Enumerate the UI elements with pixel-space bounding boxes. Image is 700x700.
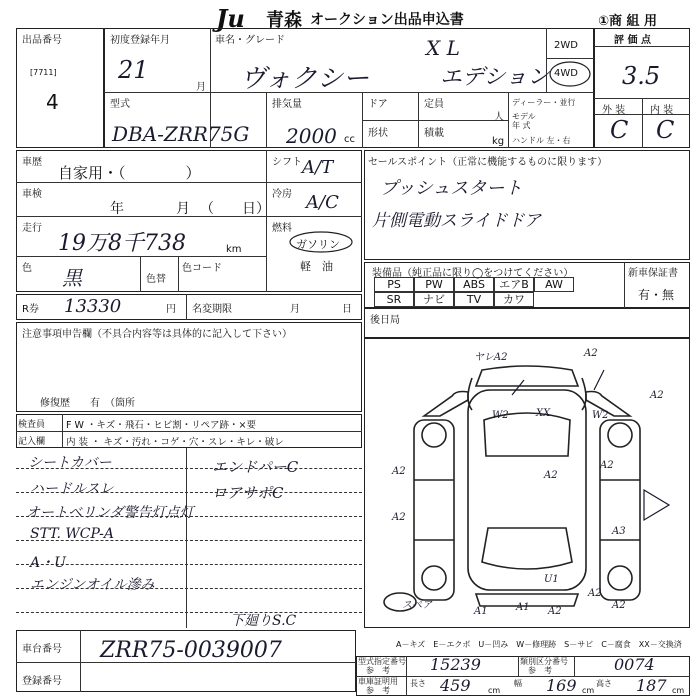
handwritten-note: 下廻りS.C (230, 613, 297, 629)
mileage-unit: km (226, 244, 242, 255)
logo: Ju (216, 4, 245, 33)
handwritten-note: ハードルスレ (30, 481, 114, 497)
damage-mark: A1 (516, 602, 530, 613)
notes-label: 注意事項申告欄（不具合内容等は具体的に記入して下さい） (22, 329, 292, 340)
equipment-item: エアB (494, 277, 534, 292)
width-value: 169 (546, 676, 577, 695)
damage-mark: A2 (548, 606, 562, 617)
damage-mark: A2 (588, 588, 602, 599)
ac-label: 冷房 (272, 189, 292, 200)
score-value: 3.5 (622, 62, 661, 90)
load-unit: kg (492, 136, 505, 147)
reg-month-unit: 月 (196, 82, 206, 93)
inspection-day: （ 日） (200, 201, 270, 217)
dims-label: 車庫証明用 (358, 677, 398, 686)
warranty-value: 有・無 (638, 288, 675, 302)
reg-year: 21 (118, 56, 149, 84)
dealer-line1: ディーラー・並行 (512, 98, 576, 107)
damage-mark: A2 (392, 466, 406, 477)
reg-label: 初度登録年月 (110, 35, 170, 46)
inspection-year: 年 (110, 201, 124, 217)
dealer-handle: ハンドル 左・右 (512, 136, 571, 145)
equipment-item: PS (374, 277, 414, 292)
displacement-unit: cc (344, 134, 355, 145)
later-label: 後日局 (370, 315, 400, 326)
inspection-month: 月 (176, 201, 190, 217)
handwritten-note: シートカバー (28, 455, 112, 471)
inspector-row2-label: 記入欄 (18, 437, 46, 447)
damage-mark: A2 (612, 600, 626, 611)
ext-label: 外 装 (602, 105, 626, 116)
sales-line1: プッシュスタート (380, 178, 523, 199)
lot-number: 4 (46, 90, 59, 114)
damage-mark: A2 (392, 512, 406, 523)
equipment-label: 装備品（純正品に限り◯をつけてください） (372, 268, 574, 279)
recycle-unit: 円 (166, 304, 176, 315)
car-label: 車名・グレード (215, 35, 285, 46)
equipment-item: ナビ (414, 292, 454, 307)
form-tag: ①商 組 用 (598, 14, 658, 29)
length-label: 長さ (410, 679, 426, 688)
lot-small: [7711] (30, 68, 57, 77)
tax-day: 日 (342, 304, 352, 315)
mileage-value: 19万8千738 (58, 231, 186, 256)
car-diagram (364, 340, 690, 628)
reg-cert-sub: 参 考 (366, 666, 390, 675)
equipment-item: TV (454, 292, 494, 307)
lot-label: 出品番号 (22, 35, 62, 46)
4wd-circle (548, 60, 592, 88)
class-label: 類別区分番号 (520, 657, 568, 666)
chassis-value: ZRR75-0039007 (100, 638, 282, 663)
fuel-gas: ガソリン (296, 238, 340, 251)
displacement-label: 排気量 (272, 99, 302, 110)
length-value: 459 (440, 676, 471, 695)
color-code-label: 色コード (182, 263, 222, 274)
tax-label: 名変期限 (192, 304, 232, 315)
usage-value: 自家用・（ ） (58, 164, 201, 182)
length-unit: cm (488, 686, 501, 695)
int-label: 内 装 (650, 105, 674, 116)
damage-mark: A2 (600, 460, 614, 471)
sales-label: セールスポイント（正常に機能するものに限ります） (368, 157, 608, 168)
gas-circle (288, 230, 354, 254)
capacity-label: 定員 (424, 99, 444, 110)
inspector-row1-label: 検査員 (18, 420, 46, 430)
car-grade-top: X L (426, 36, 460, 60)
height-value: 187 (636, 676, 667, 695)
inspector-row2: 内 装 ・ キズ・汚れ・コゲ・穴・スレ・キレ・破レ (66, 437, 284, 448)
shape-label: 形状 (368, 128, 388, 139)
damage-mark: A1 (474, 606, 488, 617)
color-value: 黒 (62, 266, 82, 290)
drive-2wd: 2WD (554, 40, 578, 51)
dealer-line3: 年 式 (512, 121, 531, 130)
equipment-item: SR (374, 292, 414, 307)
height-label: 高さ (596, 679, 612, 688)
color-type-label: 色替 (146, 274, 166, 285)
header-place: 青森 (266, 10, 302, 31)
reg-cert-value: 15239 (430, 655, 481, 674)
repair-text: 修復歴 有 （箇所 (40, 398, 135, 409)
class-value: 0074 (614, 655, 655, 674)
car-grade: エデション (440, 65, 550, 90)
damage-mark: A2 (584, 348, 598, 359)
note-right-2: ロアサポC (212, 484, 284, 502)
damage-mark: W2 (492, 410, 509, 421)
inspection-label: 車検 (22, 189, 42, 200)
damage-mark: A2 (650, 390, 664, 401)
chassis-label: 車台番号 (22, 644, 62, 655)
dealer-line2: モデル (512, 112, 536, 121)
ext-value: C (610, 116, 629, 144)
model-value: DBA-ZRR75G (112, 122, 250, 146)
dims-sub: 参 考 (366, 686, 390, 695)
door-label: ドア (368, 99, 388, 110)
capacity-unit: 人 (494, 112, 504, 123)
model-label: 型式 (110, 99, 130, 110)
shift-label: シフト (272, 157, 302, 168)
damage-mark: A2 (544, 470, 558, 481)
equipment-item: ABS (454, 277, 494, 292)
damage-mark: XX (536, 408, 551, 419)
shift-value: A/T (302, 157, 334, 178)
fuel-diesel: 軽 油 (300, 260, 333, 273)
displacement-value: 2000 (286, 124, 337, 148)
class-sub: 参 考 (528, 666, 552, 675)
equipment-item: カワ (494, 292, 534, 307)
width-label: 幅 (514, 679, 522, 688)
diagram-legend: A－キズ E－エクボ U－凹み W－修理跡 S－サビ C－腐食 XX－交換済 (396, 640, 682, 649)
width-unit: cm (582, 686, 595, 695)
registration-label: 登録番号 (22, 676, 62, 687)
handwritten-note: オートベリンダ警告灯点灯 (26, 505, 194, 521)
handwritten-note: エンジンオイル滲み (30, 577, 155, 593)
usage-label: 車歴 (22, 157, 42, 168)
later-box (364, 308, 690, 338)
color-label: 色 (22, 263, 32, 274)
inspector-row1: F W ・キズ・飛石・ヒビ割・リペア跡・×要 (66, 420, 256, 431)
ac-value: A/C (306, 192, 339, 213)
handwritten-note: STT. WCP-A (30, 526, 114, 542)
int-value: C (656, 116, 675, 144)
equipment-item: AW (534, 277, 574, 292)
recycle-label: R券 (22, 304, 39, 315)
page-title: オークション出品申込書 (310, 12, 464, 28)
warranty-label: 新車保証書 (628, 268, 678, 279)
damage-mark: ヤレA2 (474, 352, 508, 363)
reg-cert-label: 型式指定番号 (358, 657, 406, 666)
sales-line2: 片側電動スライドドア (372, 211, 541, 231)
fuel-label: 燃料 (272, 223, 292, 234)
recycle-value: 13330 (64, 296, 122, 317)
car-name: ヴォクシー (240, 64, 369, 94)
drive-4wd: 4WD (554, 68, 578, 79)
damage-mark: U1 (544, 574, 559, 585)
damage-mark: W2 (592, 410, 609, 421)
equipment-item: PW (414, 277, 454, 292)
damage-mark: A3 (612, 526, 626, 537)
score-label: 評 価 点 (614, 35, 651, 46)
tax-month: 月 (290, 304, 300, 315)
mileage-label: 走行 (22, 223, 42, 234)
note-right-1: エンドパーC (212, 458, 299, 476)
damage-mark: スペア (402, 600, 432, 611)
handwritten-note: A・U (30, 555, 66, 571)
load-label: 積載 (424, 128, 444, 139)
height-unit: cm (672, 686, 685, 695)
lot-box (16, 28, 104, 148)
